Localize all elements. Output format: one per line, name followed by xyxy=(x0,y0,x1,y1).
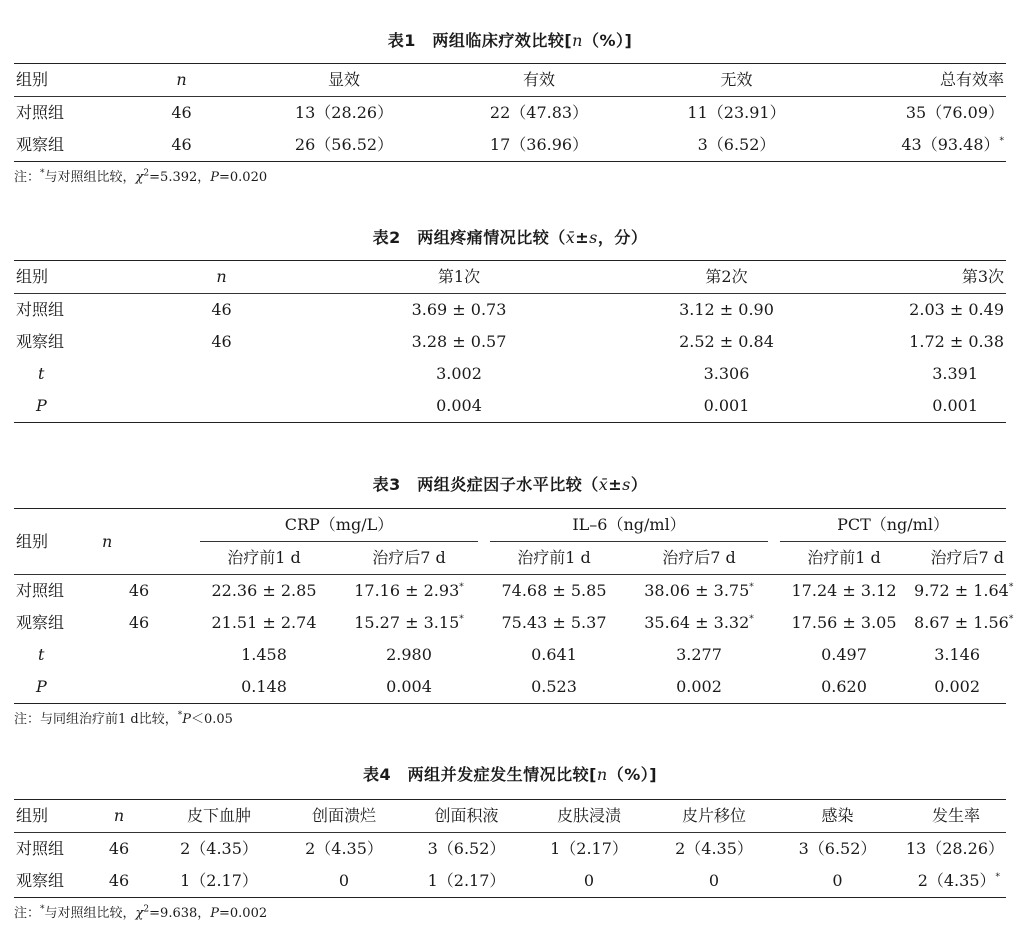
table-cell xyxy=(114,390,329,423)
table-cell: 46 xyxy=(211,300,232,319)
header-cell: 治疗前1 d xyxy=(194,542,334,575)
table-row xyxy=(14,294,1006,327)
table-cell xyxy=(84,639,194,671)
table-cell: 0 xyxy=(338,871,350,890)
table-cell: 46 xyxy=(108,871,130,890)
table-cell: 38.06 ± 3.75* xyxy=(644,581,754,600)
header-cell: 第3次 xyxy=(864,261,1006,294)
table-header-row xyxy=(14,64,1006,97)
header-cell: 组别 xyxy=(14,800,84,833)
table-cell: 3.146 xyxy=(934,645,981,664)
header-cell: 感染 xyxy=(779,800,896,833)
table-row xyxy=(14,607,1006,639)
table-3-caption: 表3 两组炎症因子水平比较（x̄±s） xyxy=(372,475,648,494)
table-cell: 17.56 ± 3.05 xyxy=(791,613,897,632)
table-cell: 9.72 ± 1.64* xyxy=(914,581,1014,600)
table-2-caption: 表2 两组疼痛情况比较（x̄±s，分） xyxy=(372,228,648,247)
table-1 xyxy=(14,63,1006,162)
table-2 xyxy=(14,260,1006,423)
table-cell: 22.36 ± 2.85 xyxy=(211,581,317,600)
table-cell: 3.002 xyxy=(436,364,482,383)
table-cell: 3.12 ± 0.90 xyxy=(679,300,774,319)
table-header-row xyxy=(14,800,1006,833)
table-cell: 22（47.83） xyxy=(489,103,589,122)
table-cell: 2（4.35） xyxy=(305,839,383,858)
table-cell: 8.67 ± 1.56* xyxy=(914,613,1014,632)
header-cell: 组别 xyxy=(14,64,114,97)
table-cell: 17（36.96） xyxy=(489,135,589,154)
table-row xyxy=(14,358,1006,390)
header-cell: 皮片移位 xyxy=(649,800,779,833)
table-row xyxy=(14,326,1006,358)
table-cell: 43（93.48）* xyxy=(901,135,1004,154)
table-row xyxy=(14,833,1006,866)
significance-marker: * xyxy=(995,872,1000,883)
header-cell: 显效 xyxy=(249,64,439,97)
table-cell: 46 xyxy=(171,103,192,122)
table-cell: 3（6.52） xyxy=(697,135,776,154)
table-cell xyxy=(84,671,194,704)
table-row xyxy=(14,390,1006,423)
table-row xyxy=(14,97,1006,130)
table-cell: 2.03 ± 0.49 xyxy=(909,300,1004,319)
table-cell: P xyxy=(36,677,47,696)
table-cell: 3.69 ± 0.73 xyxy=(411,300,507,319)
table-cell: 0.620 xyxy=(821,677,867,696)
table-cell: 2.52 ± 0.84 xyxy=(679,332,774,351)
table-4-caption: 表4 两组并发症发生情况比较[n（%）] xyxy=(362,765,658,784)
table-cell: 对照组 xyxy=(16,839,65,858)
table-cell: 17.24 ± 3.12 xyxy=(791,581,897,600)
table-3 xyxy=(14,508,1014,704)
table-cell: 3.306 xyxy=(703,364,750,383)
table-row xyxy=(14,575,1006,608)
table-cell: 1（2.17） xyxy=(427,871,506,890)
table-cell: 0.497 xyxy=(821,645,867,664)
table-cell: 11（23.91） xyxy=(687,103,786,122)
table-cell: 17.16 ± 2.93* xyxy=(354,581,464,600)
table-cell: 0 xyxy=(832,871,843,890)
header-cell: 皮下血肿 xyxy=(154,800,284,833)
table-cell: 0.004 xyxy=(436,396,482,415)
table-cell: 3.391 xyxy=(932,364,978,383)
table-cell: 对照组 xyxy=(16,103,65,122)
table-cell: 观察组 xyxy=(16,135,65,154)
table-cell: P xyxy=(36,396,47,415)
table-1-caption: 表1 两组临床疗效比较[n（%）] xyxy=(387,31,633,50)
table-cell: 75.43 ± 5.37 xyxy=(501,613,607,632)
table-cell: 46 xyxy=(171,135,192,154)
table-2-block xyxy=(14,227,1006,423)
table-cell: 对照组 xyxy=(16,300,65,319)
header-cell: n xyxy=(84,509,194,575)
header-cell: 组别 xyxy=(14,509,84,575)
header-group-cell: PCT（ng/ml） xyxy=(774,509,1006,543)
table-cell: 21.51 ± 2.74 xyxy=(211,613,317,632)
table-cell: 观察组 xyxy=(16,613,65,632)
table-cell: 1.72 ± 0.38 xyxy=(909,332,1004,351)
table-1-block xyxy=(14,30,1006,188)
table-cell: t xyxy=(38,364,45,383)
table-cell: 3.28 ± 0.57 xyxy=(411,332,507,351)
header-cell: 治疗后7 d xyxy=(914,542,1006,575)
table-3-block xyxy=(14,474,1014,730)
table-cell: t xyxy=(38,645,45,664)
header-cell: 创面积液 xyxy=(404,800,529,833)
table-cell: 46 xyxy=(211,332,232,351)
table-cell: 15.27 ± 3.15* xyxy=(354,613,464,632)
table-4-note: 注：*与对照组比较，$\chi^2=9.638$，P=0.002 xyxy=(14,904,268,921)
header-cell: 无效 xyxy=(639,64,834,97)
table-cell: 13（28.26） xyxy=(294,103,394,122)
table-cell xyxy=(114,358,329,390)
table-cell: 13（28.26） xyxy=(905,839,1004,858)
header-cell: 治疗前1 d xyxy=(484,542,624,575)
table-cell: 0.001 xyxy=(703,396,750,415)
table-cell: 35（76.09） xyxy=(905,103,1004,122)
table-cell: 35.64 ± 3.32* xyxy=(644,613,754,632)
header-cell: n xyxy=(84,800,154,833)
table-cell: 0.148 xyxy=(241,677,287,696)
table-cell: 3.277 xyxy=(676,645,722,664)
table-cell: 2（4.35）* xyxy=(917,871,1000,890)
header-cell: n xyxy=(114,261,329,294)
table-3-note: 注：与同组治疗前1 d比较，*P＜0.05 xyxy=(14,710,233,727)
table-cell: 观察组 xyxy=(16,332,65,351)
table-header-row xyxy=(14,261,1006,294)
table-cell: 46 xyxy=(108,839,130,858)
table-cell: 3（6.52） xyxy=(427,839,506,858)
table-row xyxy=(14,671,1006,704)
header-cell: 有效 xyxy=(439,64,639,97)
table-1-note: 注：*与对照组比较，$\chi^2=5.392$，P=0.020 xyxy=(14,168,268,185)
table-cell: 46 xyxy=(128,581,150,600)
table-cell: 0.002 xyxy=(676,677,722,696)
header-cell: 治疗前1 d xyxy=(774,542,914,575)
table-header-row xyxy=(14,509,1006,543)
table-cell: 0 xyxy=(583,871,595,890)
table-cell: 0 xyxy=(708,871,720,890)
header-cell: n xyxy=(114,64,249,97)
header-cell: 第2次 xyxy=(589,261,864,294)
table-row xyxy=(14,129,1006,162)
header-group-cell: IL–6（ng/ml） xyxy=(484,509,774,543)
table-cell: 0.523 xyxy=(531,677,577,696)
table-4-block xyxy=(14,764,1006,924)
table-cell: 0.004 xyxy=(386,677,432,696)
table-cell: 26（56.52） xyxy=(294,135,394,154)
significance-marker: * xyxy=(999,136,1004,147)
table-cell: 2（4.35） xyxy=(180,839,258,858)
header-cell: 皮肤浸渍 xyxy=(529,800,649,833)
header-cell: 治疗后7 d xyxy=(624,542,774,575)
header-cell: 组别 xyxy=(14,261,114,294)
header-cell: 第1次 xyxy=(329,261,589,294)
table-cell: 3（6.52） xyxy=(798,839,877,858)
table-row xyxy=(14,865,1006,898)
table-cell: 对照组 xyxy=(16,581,65,600)
header-cell: 治疗后7 d xyxy=(334,542,484,575)
header-cell: 总有效率 xyxy=(834,64,1006,97)
table-cell: 0.001 xyxy=(932,396,978,415)
table-row xyxy=(14,639,1006,671)
header-cell: 创面溃烂 xyxy=(284,800,404,833)
table-cell: 2（4.35） xyxy=(675,839,753,858)
table-cell: 0.002 xyxy=(934,677,981,696)
table-cell: 观察组 xyxy=(16,871,65,890)
table-cell: 0.641 xyxy=(531,645,577,664)
table-cell: 1（2.17） xyxy=(180,871,258,890)
table-4 xyxy=(14,799,1006,898)
header-cell: 发生率 xyxy=(896,800,1006,833)
table-cell: 2.980 xyxy=(386,645,432,664)
table-cell: 1（2.17） xyxy=(550,839,628,858)
table-cell: 46 xyxy=(128,613,150,632)
table-cell: 74.68 ± 5.85 xyxy=(501,581,607,600)
table-cell: 1.458 xyxy=(241,645,287,664)
header-group-cell: CRP（mg/L） xyxy=(194,509,484,543)
